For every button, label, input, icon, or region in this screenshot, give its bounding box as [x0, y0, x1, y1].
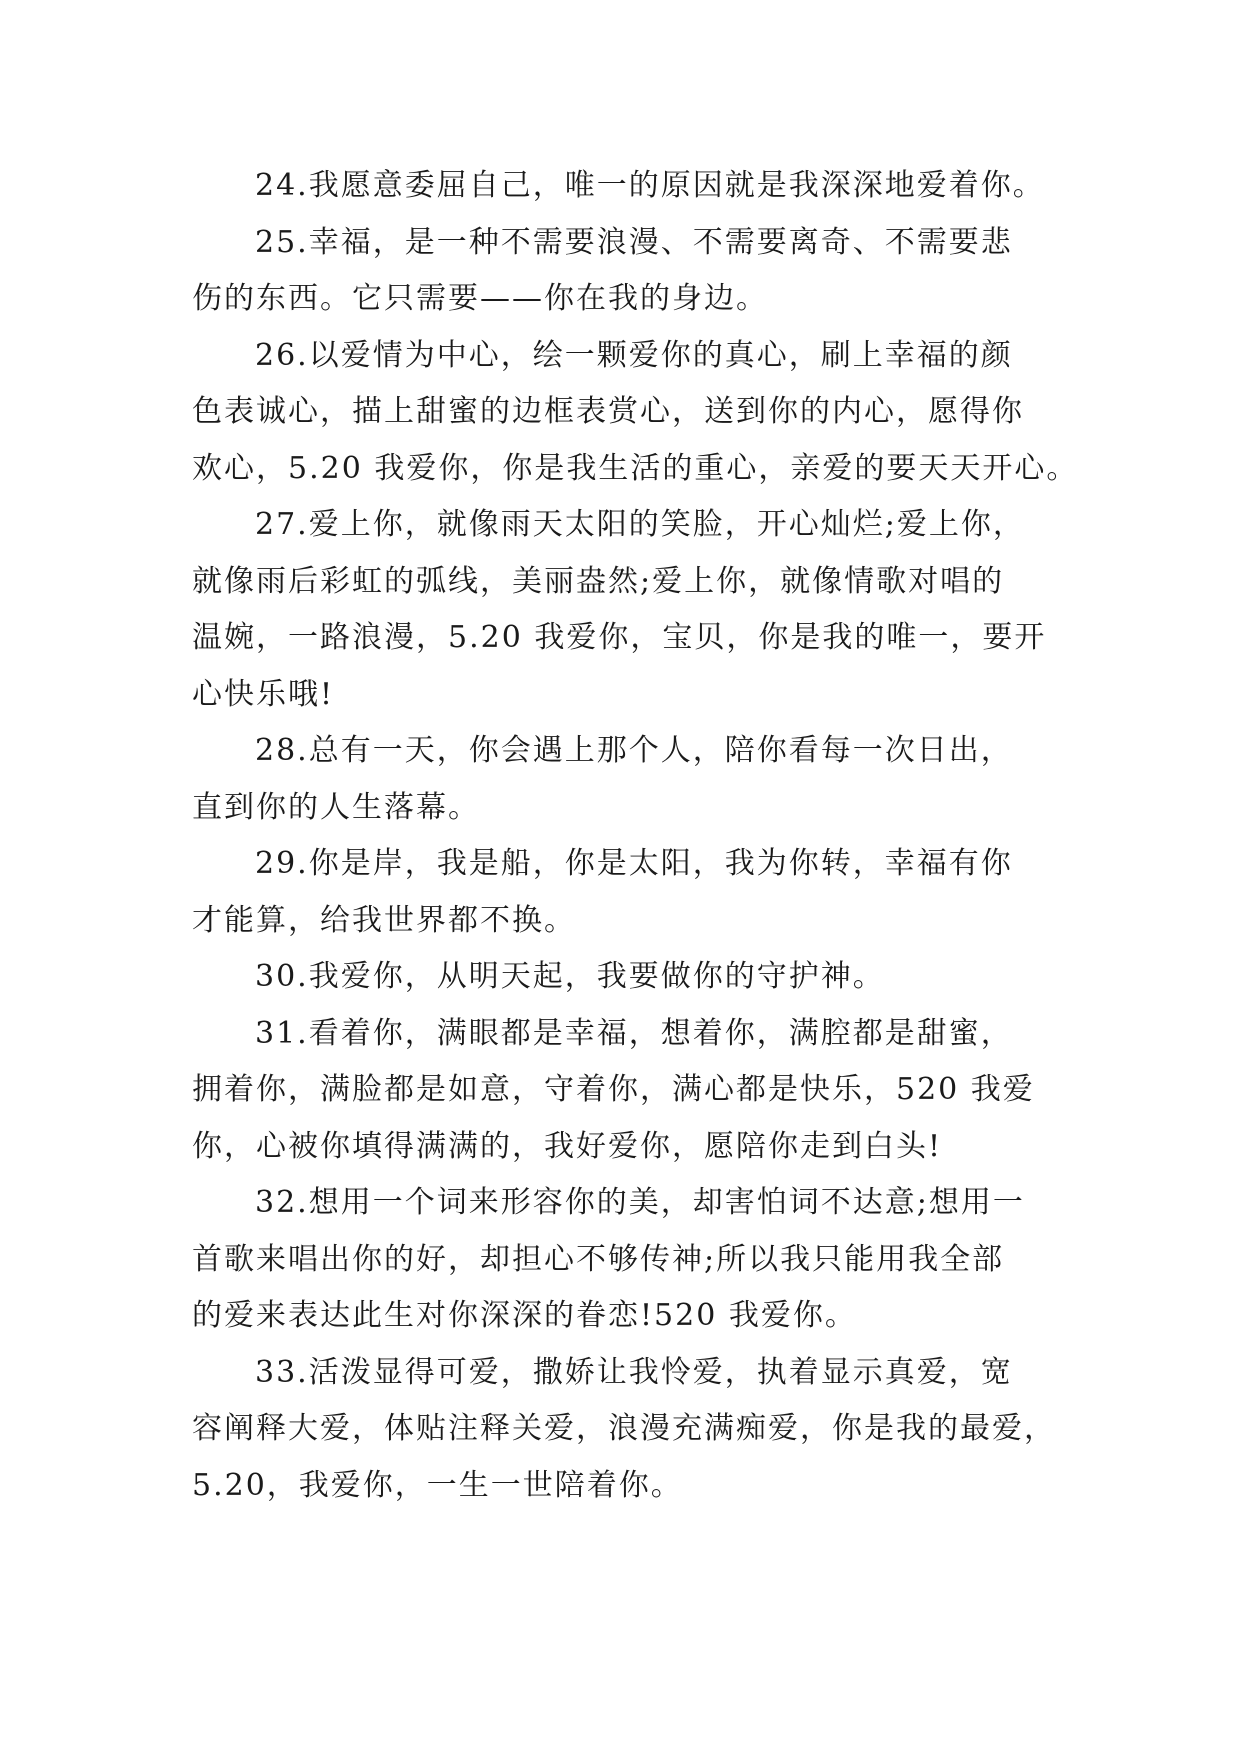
paragraph-line: 拥着你，满脸都是如意，守着你，满心都是快乐，520 我爱 [192, 1072, 1035, 1107]
paragraph-line: 27.爱上你，就像雨天太阳的笑脸，开心灿烂;爱上你， [255, 507, 1025, 542]
paragraph-line: 30.我爱你，从明天起，我要做你的守护神。 [255, 959, 885, 994]
paragraph-line: 伤的东西。它只需要——你在我的身边。 [192, 281, 768, 316]
paragraph-line: 温婉，一路浪漫，5.20 我爱你，宝贝，你是我的唯一，要开 [192, 620, 1047, 655]
paragraph-line: 首歌来唱出你的好，却担心不够传神;所以我只能用我全部 [192, 1241, 1005, 1277]
paragraph-line: 25.幸福，是一种不需要浪漫、不需要离奇、不需要悲 [255, 224, 1013, 260]
document-body [192, 158, 1079, 1514]
paragraph-line: 32.想用一个词来形容你的美，却害怕词不达意;想用一 [255, 1185, 1025, 1220]
paragraph-33 [192, 1345, 1056, 1515]
paragraph-line: 33.活泼显得可爱，撒娇让我怜爱，执着显示真爱，宽 [255, 1354, 1013, 1390]
paragraph-27 [192, 497, 1052, 723]
paragraph-29 [192, 836, 1052, 949]
paragraph-line: 31.看着你，满眼都是幸福，想着你，满腔都是甜蜜， [255, 1015, 1013, 1051]
paragraph-31 [192, 1006, 1052, 1176]
paragraph-28 [192, 723, 1052, 836]
paragraph-line: 直到你的人生落幕。 [192, 789, 480, 825]
paragraph-line: 你，心被你填得满满的，我好爱你，愿陪你走到白头! [192, 1128, 943, 1164]
paragraph-line: 5.20，我爱你，一生一世陪着你。 [192, 1467, 683, 1503]
paragraph-24 [192, 158, 1052, 215]
paragraph-line: 的爱来表达此生对你深深的眷恋!520 我爱你。 [192, 1298, 857, 1333]
paragraph-line: 才能算，给我世界都不换。 [192, 902, 576, 938]
paragraph-line: 欢心，5.20 我爱你，你是我生活的重心，亲爱的要天天开心。 [192, 450, 1079, 486]
paragraph-25 [192, 215, 1052, 328]
paragraph-line: 容阐释大爱，体贴注释关爱，浪漫充满痴爱，你是我的最爱， [192, 1411, 1056, 1446]
paragraph-line: 26.以爱情为中心，绘一颗爱你的真心，刷上幸福的颜 [255, 337, 1013, 373]
paragraph-line: 24.我愿意委屈自己，唯一的原因就是我深深地爱着你。 [255, 168, 1045, 203]
paragraph-line: 心快乐哦! [192, 676, 335, 712]
paragraph-32 [192, 1175, 1052, 1345]
paragraph-30 [192, 949, 1052, 1006]
paragraph-26 [192, 328, 1079, 498]
paragraph-line: 28.总有一天，你会遇上那个人，陪你看每一次日出， [255, 733, 1013, 768]
paragraph-line: 29.你是岸，我是船，你是太阳，我为你转，幸福有你 [255, 846, 1013, 881]
paragraph-line: 色表诚心，描上甜蜜的边框表赏心，送到你的内心，愿得你 [192, 394, 1024, 429]
paragraph-line: 就像雨后彩虹的弧线，美丽盎然;爱上你，就像情歌对唱的 [192, 563, 1005, 599]
